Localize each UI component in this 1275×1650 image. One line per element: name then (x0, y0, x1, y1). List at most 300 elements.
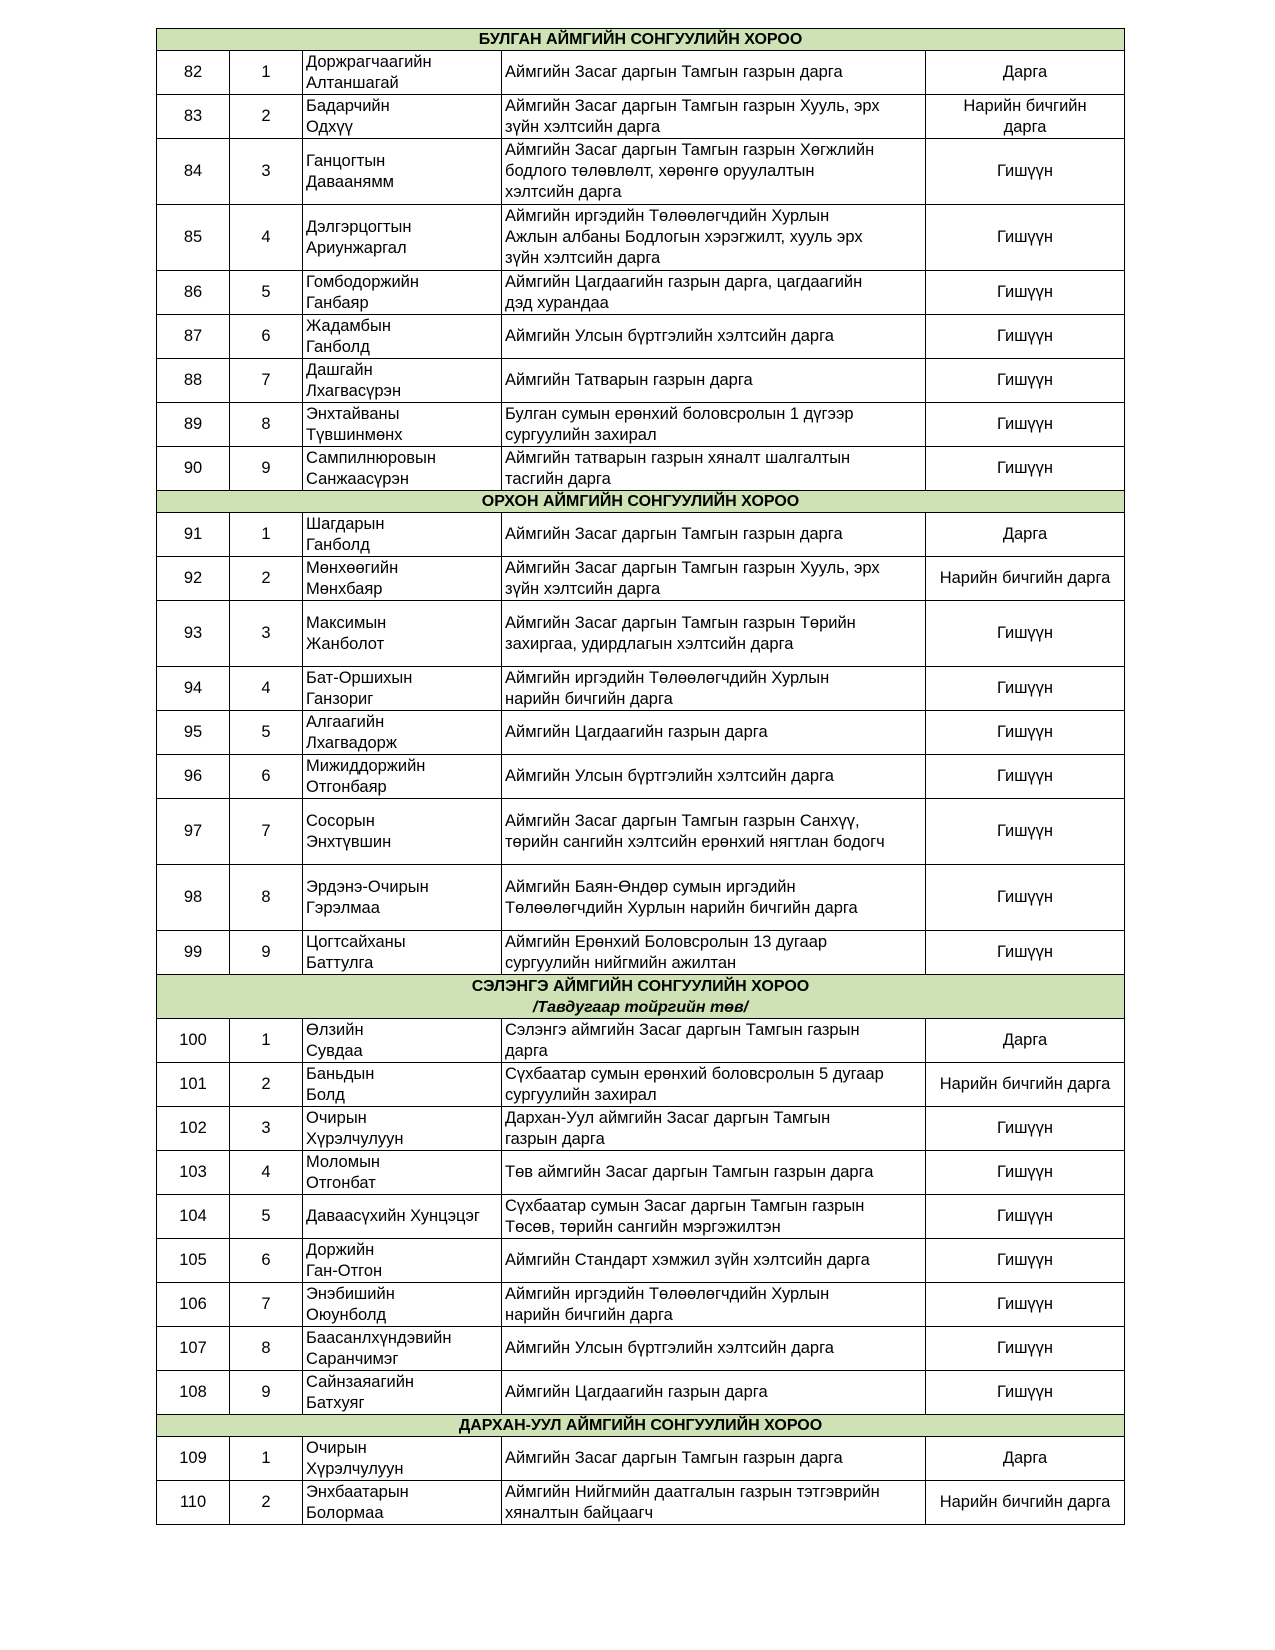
cell-line: Гишүүн (996, 162, 1054, 180)
row-number: 96 (157, 755, 230, 799)
member-position (502, 403, 926, 447)
cell-line: төрийн сангийн хэлтсийн ерөнхий нягтлан бодогч (505, 832, 885, 851)
row-number: 106 (157, 1283, 230, 1327)
section-index: 3 (230, 1107, 303, 1151)
cell-line: Мөнхөөгийн (306, 558, 399, 577)
member-name (303, 403, 502, 447)
cell-line: Баасанлхүндэвийн (306, 1328, 452, 1347)
cell-line: Гишүүн (996, 1163, 1054, 1181)
member-position (502, 315, 926, 359)
cell-line: зүйн хэлтсийн дарга (505, 117, 661, 136)
table-row (157, 667, 1125, 711)
table-row (157, 1437, 1125, 1481)
cell-line: Нарийн бичгийн дарга (939, 1493, 1111, 1511)
member-name (303, 1195, 502, 1239)
member-name (303, 667, 502, 711)
cell-line: Цогтсайханы (306, 932, 406, 951)
cell-line: Гишүүн (996, 679, 1054, 697)
cell-line: Аймгийн Цагдаагийн газрын дарга, цагдаагийн (505, 272, 863, 291)
section-index: 4 (230, 205, 303, 271)
section-index: 2 (230, 95, 303, 139)
cell-line: зүйн хэлтсийн дарга (505, 249, 661, 267)
member-position (502, 1195, 926, 1239)
member-name (303, 799, 502, 865)
cell-line: Аймгийн Стандарт хэмжил зүйн хэлтсийн дарга (505, 1251, 870, 1269)
section-index: 3 (230, 601, 303, 667)
cell-line: Нарийн бичгийн дарга (939, 569, 1111, 587)
cell-line: Доржрагчаагийн (306, 52, 432, 71)
cell-line: Төсөв, төрийн сангийн мэргэжилтэн (505, 1217, 781, 1236)
table-row (157, 799, 1125, 865)
cell-line: Аймгийн Нийгмийн даатгалын газрын тэтгэврийн (505, 1482, 880, 1501)
cell-line: Очирын (306, 1438, 367, 1457)
member-position (502, 205, 926, 271)
member-role (926, 1481, 1125, 1525)
member-position (502, 1437, 926, 1481)
row-number: 105 (157, 1239, 230, 1283)
member-position (502, 755, 926, 799)
cell-line: Аймгийн Улсын бүртгэлийн хэлтсийн дарга (505, 1339, 834, 1357)
cell-line: Сосорын (306, 811, 375, 830)
table-row (157, 403, 1125, 447)
cell-line: Гишүүн (996, 228, 1054, 246)
member-role (926, 799, 1125, 865)
cell-line: хяналтын байцаагч (505, 1503, 654, 1522)
member-role (926, 755, 1125, 799)
member-name (303, 711, 502, 755)
member-name (303, 513, 502, 557)
cell-line: Нарийн бичгийн (963, 96, 1087, 115)
member-name (303, 1019, 502, 1063)
section-title-cell (157, 975, 1125, 1019)
member-position (502, 1283, 926, 1327)
table-row (157, 95, 1125, 139)
cell-line: Аймгийн иргэдийн Төлөөлөгчдийн Хурлын (505, 668, 830, 687)
member-position (502, 1107, 926, 1151)
row-number: 104 (157, 1195, 230, 1239)
member-role (926, 51, 1125, 95)
cell-line: зүйн хэлтсийн дарга (505, 579, 661, 598)
cell-line: газрын дарга (505, 1129, 605, 1148)
table-row (157, 447, 1125, 491)
cell-line: Аймгийн Ерөнхий Боловсролын 13 дугаар (505, 932, 828, 951)
cell-line: Ариунжаргал (306, 238, 407, 257)
section-index: 8 (230, 1327, 303, 1371)
cell-line: Дарга (1002, 525, 1048, 543)
cell-line: Дарга (1002, 1031, 1048, 1049)
cell-line: захиргаа, удирдлагын хэлтсийн дарга (505, 634, 794, 653)
cell-line: Ганболд (306, 337, 370, 356)
cell-line: Аймгийн Засаг даргын Тамгын газрын Хөгжлийн (505, 141, 875, 159)
cell-line: Дархан-Уул аймгийн Засаг даргын Тамгын (505, 1108, 831, 1127)
cell-line: Даваасүхийн Хунцэцэг (306, 1207, 480, 1225)
member-role (926, 315, 1125, 359)
cell-line: Лхагвасүрэн (306, 381, 402, 400)
cell-line: Энхбаатарын (306, 1482, 409, 1501)
section-title: БУЛГАН АЙМГИЙН СОНГУУЛИЙН ХОРОО (478, 31, 803, 48)
section-index: 2 (230, 557, 303, 601)
section-index: 1 (230, 1019, 303, 1063)
cell-line: Дарга (1002, 63, 1048, 81)
member-name (303, 95, 502, 139)
cell-line: Бат-Оршихын (306, 668, 413, 687)
cell-line: Сүхбаатар сумын Засаг даргын Тамгын газрын (505, 1196, 865, 1215)
section-index: 6 (230, 1239, 303, 1283)
cell-line: Хүрэлчулуун (306, 1129, 404, 1148)
section-index: 1 (230, 1437, 303, 1481)
cell-line: сургуулийн нийгмийн ажилтан (505, 953, 737, 972)
table-row (157, 1239, 1125, 1283)
member-name (303, 205, 502, 271)
member-role (926, 1019, 1125, 1063)
cell-line: Гишүүн (996, 888, 1054, 906)
cell-line: Булган сумын ерөнхий боловсролын 1 дүгээр (505, 404, 854, 423)
member-position (502, 447, 926, 491)
row-number: 94 (157, 667, 230, 711)
cell-line: Сувдаа (306, 1041, 363, 1060)
cell-line: Аймгийн иргэдийн Төлөөлөгчдийн Хурлын (505, 207, 830, 225)
cell-line: Аймгийн иргэдийн Төлөөлөгчдийн Хурлын (505, 1284, 830, 1303)
cell-line: дарга (1003, 117, 1047, 136)
cell-line: Энхтайваны (306, 404, 400, 423)
table-row (157, 513, 1125, 557)
row-number: 84 (157, 139, 230, 205)
cell-line: Гишүүн (996, 1339, 1054, 1357)
cell-line: Гишүүн (996, 1383, 1054, 1401)
member-role (926, 667, 1125, 711)
member-name (303, 51, 502, 95)
cell-line: Аймгийн Засаг даргын Тамгын газрын дарга (505, 63, 843, 81)
table-row (157, 1019, 1125, 1063)
section-index: 4 (230, 1151, 303, 1195)
cell-line: Отгонбаяр (306, 777, 387, 796)
member-role (926, 1437, 1125, 1481)
cell-line: Түвшинмөнх (306, 425, 403, 444)
row-number: 90 (157, 447, 230, 491)
row-number: 108 (157, 1371, 230, 1415)
cell-line: Ганбаяр (306, 293, 369, 312)
cell-line: Гомбодоржийн (306, 272, 419, 291)
cell-line: Гишүүн (996, 371, 1054, 389)
row-number: 92 (157, 557, 230, 601)
member-role (926, 1195, 1125, 1239)
table-row (157, 1195, 1125, 1239)
cell-line: Энэбишийн (306, 1284, 395, 1303)
cell-line: Болд (306, 1085, 345, 1104)
cell-line: тасгийн дарга (505, 469, 611, 488)
section-index: 3 (230, 139, 303, 205)
cell-line: Аймгийн Засаг даргын Тамгын газрын дарга (505, 1449, 843, 1467)
member-position (502, 711, 926, 755)
cell-line: дэд хурандаа (505, 293, 609, 312)
cell-line: Төлөөлөгчдийн Хурлын нарийн бичгийн дарга (505, 898, 858, 917)
section-index: 1 (230, 513, 303, 557)
section-title: ОРХОН АЙМГИЙН СОНГУУЛИЙН ХОРОО (481, 493, 800, 510)
section-index: 2 (230, 1063, 303, 1107)
cell-line: Аймгийн Засаг даргын Тамгын газрын Хууль, эрх (505, 96, 880, 115)
row-number: 110 (157, 1481, 230, 1525)
member-name (303, 931, 502, 975)
row-number: 85 (157, 205, 230, 271)
cell-line: сургуулийн захирал (505, 425, 657, 444)
cell-line: Эрдэнэ-Очирын (306, 877, 429, 896)
table-row (157, 1283, 1125, 1327)
section-index: 5 (230, 711, 303, 755)
table-row (157, 865, 1125, 931)
section-header (157, 491, 1125, 513)
member-name (303, 1327, 502, 1371)
cell-line: Гишүүн (996, 1207, 1054, 1225)
table-row (157, 1327, 1125, 1371)
cell-line: хэлтсийн дарга (505, 183, 622, 201)
member-position (502, 1481, 926, 1525)
row-number: 109 (157, 1437, 230, 1481)
cell-line: Аймгийн Засаг даргын Тамгын газрын дарга (505, 525, 843, 543)
row-number: 93 (157, 601, 230, 667)
cell-line: Гишүүн (996, 1295, 1054, 1313)
cell-line: Ган-Отгон (306, 1261, 383, 1280)
section-index: 9 (230, 931, 303, 975)
cell-line: Максимын (306, 613, 387, 632)
cell-line: Ганцогтын (306, 151, 386, 170)
member-name (303, 271, 502, 315)
table-row (157, 557, 1125, 601)
cell-line: нарийн бичгийн дарга (505, 689, 673, 708)
member-name (303, 557, 502, 601)
cell-line: Оюунболд (306, 1305, 387, 1324)
cell-line: Мижиддоржийн (306, 756, 426, 775)
cell-line: Бадарчийн (306, 96, 390, 115)
section-header (157, 1415, 1125, 1437)
cell-line: Одхүү (306, 117, 353, 136)
table-row (157, 1151, 1125, 1195)
cell-line: Хүрэлчулуун (306, 1459, 404, 1478)
section-index: 7 (230, 359, 303, 403)
member-role (926, 1239, 1125, 1283)
row-number: 101 (157, 1063, 230, 1107)
cell-line: Сэлэнгэ аймгийн Засаг даргын Тамгын газрын (505, 1020, 860, 1039)
row-number: 98 (157, 865, 230, 931)
table-row (157, 271, 1125, 315)
section-index: 6 (230, 755, 303, 799)
cell-line: Мөнхбаяр (306, 579, 383, 598)
section-index: 4 (230, 667, 303, 711)
member-name (303, 315, 502, 359)
cell-line: Болормаа (306, 1503, 384, 1522)
cell-line: Аймгийн Цагдаагийн газрын дарга (505, 1383, 768, 1401)
row-number: 83 (157, 95, 230, 139)
member-role (926, 931, 1125, 975)
cell-line: Өлзийн (306, 1020, 364, 1039)
cell-line: Аймгийн Засаг даргын Тамгын газрын Санхүү, (505, 811, 860, 830)
member-role (926, 1371, 1125, 1415)
member-name (303, 1283, 502, 1327)
member-position (502, 1151, 926, 1195)
cell-line: Очирын (306, 1108, 367, 1127)
member-role (926, 139, 1125, 205)
member-position (502, 601, 926, 667)
member-name (303, 1151, 502, 1195)
cell-line: Ганзориг (306, 689, 374, 708)
cell-line: Сүхбаатар сумын ерөнхий боловсролын 5 дугаар (505, 1064, 884, 1083)
cell-line: Доржийн (306, 1240, 375, 1259)
cell-line: Аймгийн татварын газрын хяналт шалгалтын (505, 448, 851, 467)
row-number: 100 (157, 1019, 230, 1063)
member-role (926, 513, 1125, 557)
member-role (926, 865, 1125, 931)
cell-line: Аймгийн Засаг даргын Тамгын газрын Төрийн (505, 613, 856, 632)
table-row (157, 359, 1125, 403)
member-role (926, 1151, 1125, 1195)
member-role (926, 1107, 1125, 1151)
row-number: 102 (157, 1107, 230, 1151)
cell-line: Сампилнюровын (306, 448, 436, 467)
section-index: 8 (230, 403, 303, 447)
section-index: 5 (230, 1195, 303, 1239)
row-number: 103 (157, 1151, 230, 1195)
cell-line: Гишүүн (996, 327, 1054, 345)
section-index: 6 (230, 315, 303, 359)
section-index: 5 (230, 271, 303, 315)
cell-line: дарга (505, 1041, 548, 1060)
member-name (303, 601, 502, 667)
member-role (926, 557, 1125, 601)
row-number: 107 (157, 1327, 230, 1371)
section-header (157, 29, 1125, 51)
cell-line: нарийн бичгийн дарга (505, 1305, 673, 1324)
row-number: 86 (157, 271, 230, 315)
cell-line: Баттулга (306, 953, 374, 972)
row-number: 82 (157, 51, 230, 95)
cell-line: Гишүүн (996, 723, 1054, 741)
member-position (502, 271, 926, 315)
member-position (502, 139, 926, 205)
member-role (926, 1283, 1125, 1327)
row-number: 91 (157, 513, 230, 557)
member-position (502, 1371, 926, 1415)
cell-line: Аймгийн Улсын бүртгэлийн хэлтсийн дарга (505, 767, 834, 785)
section-index: 9 (230, 447, 303, 491)
member-position (502, 865, 926, 931)
section-index: 7 (230, 799, 303, 865)
committee-table (156, 28, 1125, 1525)
member-role (926, 271, 1125, 315)
table-row (157, 51, 1125, 95)
member-position (502, 1019, 926, 1063)
cell-line: Гишүүн (996, 943, 1054, 961)
cell-line: Дарга (1002, 1449, 1048, 1467)
cell-line: Сайнзаяагийн (306, 1372, 415, 1391)
member-position (502, 1063, 926, 1107)
cell-line: Жанболот (306, 634, 385, 653)
cell-line: Моломын (306, 1152, 381, 1171)
cell-line: Төв аймгийн Засаг даргын Тамгын газрын дарга (505, 1163, 874, 1181)
section-title-cell (157, 29, 1125, 51)
section-subtitle: /Тавдугаар тойргийн төв/ (532, 998, 749, 1016)
member-name (303, 1481, 502, 1525)
cell-line: Аймгийн Засаг даргын Тамгын газрын Хууль, эрх (505, 558, 880, 577)
cell-line: Гишүүн (996, 1119, 1054, 1137)
section-index: 2 (230, 1481, 303, 1525)
member-role (926, 601, 1125, 667)
section-header (157, 975, 1125, 1019)
member-role (926, 447, 1125, 491)
table-row (157, 1371, 1125, 1415)
cell-line: Гишүүн (996, 767, 1054, 785)
cell-line: Аймгийн Баян-Өндөр сумын иргэдийн (505, 877, 796, 896)
row-number: 88 (157, 359, 230, 403)
row-number: 95 (157, 711, 230, 755)
member-role (926, 1063, 1125, 1107)
cell-line: Аймгийн Татварын газрын дарга (505, 371, 753, 389)
cell-line: Саранчимэг (306, 1349, 399, 1368)
cell-line: Баньдын (306, 1064, 375, 1083)
member-name (303, 359, 502, 403)
member-role (926, 95, 1125, 139)
member-position (502, 931, 926, 975)
table-row (157, 315, 1125, 359)
member-role (926, 403, 1125, 447)
member-name (303, 1371, 502, 1415)
member-position (502, 667, 926, 711)
member-position (502, 513, 926, 557)
table-row (157, 711, 1125, 755)
cell-line: Жадамбын (306, 316, 391, 335)
cell-line: Гишүүн (996, 624, 1054, 642)
cell-line: Энхтүвшин (306, 832, 392, 851)
member-role (926, 205, 1125, 271)
member-name (303, 447, 502, 491)
cell-line: Дэлгэрцогтын (306, 217, 412, 236)
table-row (157, 931, 1125, 975)
table-row (157, 601, 1125, 667)
section-title-cell (157, 491, 1125, 513)
cell-line: Лхагвадорж (306, 733, 397, 752)
member-position (502, 1239, 926, 1283)
cell-line: Аймгийн Цагдаагийн газрын дарга (505, 723, 768, 741)
cell-line: Ганболд (306, 535, 370, 554)
cell-line: Аймгийн Улсын бүртгэлийн хэлтсийн дарга (505, 327, 834, 345)
cell-line: Шагдарын (306, 514, 385, 533)
section-title-cell (157, 1415, 1125, 1437)
member-position (502, 799, 926, 865)
cell-line: Отгонбат (306, 1173, 376, 1192)
cell-line: сургуулийн захирал (505, 1085, 657, 1104)
section-index: 7 (230, 1283, 303, 1327)
cell-line: Гишүүн (996, 283, 1054, 301)
cell-line: Дашгайн (306, 360, 373, 379)
cell-line: Ажлын албаны Бодлогын хэрэгжилт, хууль эрх (505, 228, 863, 246)
section-title: СЭЛЭНГЭ АЙМГИЙН СОНГУУЛИЙН ХОРОО (471, 977, 810, 995)
cell-line: бодлого төлөвлөлт, хөрөнгө оруулалтын (505, 162, 815, 180)
table-row (157, 755, 1125, 799)
table-row (157, 139, 1125, 205)
member-role (926, 1327, 1125, 1371)
cell-line: Нарийн бичгийн дарга (939, 1075, 1111, 1093)
member-name (303, 1107, 502, 1151)
row-number: 89 (157, 403, 230, 447)
section-index: 8 (230, 865, 303, 931)
section-index: 1 (230, 51, 303, 95)
member-name (303, 755, 502, 799)
member-position (502, 1327, 926, 1371)
cell-line: Даваанямм (306, 172, 395, 191)
member-name (303, 1063, 502, 1107)
member-position (502, 557, 926, 601)
table-row (157, 1481, 1125, 1525)
table-row (157, 205, 1125, 271)
member-role (926, 359, 1125, 403)
